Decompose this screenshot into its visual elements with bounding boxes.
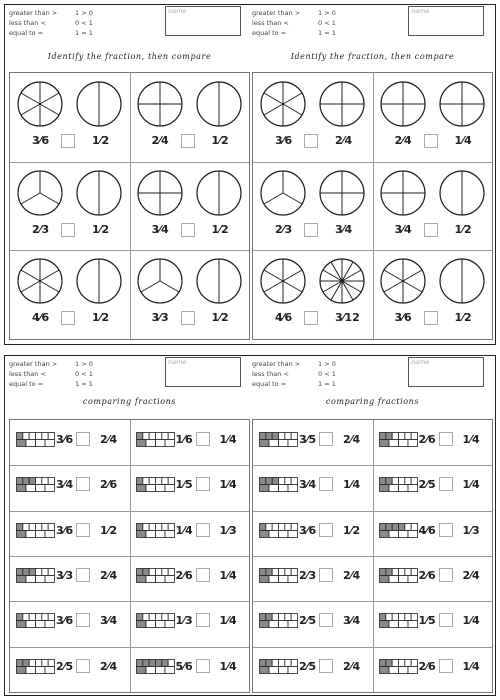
- compare-answer-box[interactable]: [319, 432, 333, 446]
- fraction-b: 1⁄2: [211, 222, 229, 236]
- circle-problem: [373, 162, 493, 251]
- top-left-half: [9, 0, 250, 349]
- fraction-circle-a: [380, 258, 426, 304]
- compare-answer-box[interactable]: [61, 134, 75, 148]
- compare-answer-box[interactable]: [76, 523, 90, 537]
- fraction-a: 3⁄6: [32, 134, 50, 147]
- fraction-circle-a: [137, 258, 183, 304]
- fraction-b: 2⁄4: [462, 569, 480, 582]
- bar-problem-grid: [252, 419, 493, 693]
- fraction-a: 4⁄6: [32, 311, 50, 325]
- fraction-a: 2⁄6: [175, 569, 193, 582]
- compare-answer-box[interactable]: [439, 477, 453, 491]
- worksheet-top: [0, 0, 500, 349]
- fraction-a: 3⁄4: [299, 478, 317, 492]
- fraction-a: 3⁄4: [56, 478, 74, 492]
- fraction-b: 1⁄2: [454, 222, 472, 236]
- fraction-circle-b: [196, 258, 242, 304]
- fraction-a: 3⁄6: [56, 523, 74, 537]
- circle-problem: [10, 250, 130, 339]
- fraction-bar-model: [379, 477, 417, 492]
- circle-problem: [130, 162, 250, 251]
- key-less-label: less than <: [9, 19, 46, 27]
- compare-answer-box[interactable]: [424, 311, 438, 325]
- key-greater-example: 1 > 0: [318, 9, 336, 17]
- fraction-b: 1⁄4: [219, 433, 237, 446]
- worksheet-bottom: [0, 351, 500, 700]
- worksheet-title: Identify the fraction, then compare: [47, 52, 212, 61]
- fraction-bar-model: [16, 432, 54, 447]
- fraction-bar-model: [379, 659, 417, 674]
- fraction-b: 1⁄3: [462, 523, 480, 537]
- fraction-b: 2⁄4: [335, 134, 353, 147]
- compare-answer-box[interactable]: [76, 659, 90, 673]
- compare-answer-box[interactable]: [304, 134, 318, 148]
- compare-answer-box[interactable]: [196, 659, 210, 673]
- bar-problem: [10, 511, 130, 556]
- fraction-bar-model: [259, 659, 297, 674]
- bar-problem: [130, 420, 250, 465]
- fraction-circle-a: [380, 170, 426, 216]
- fraction-circle-b: [319, 170, 365, 216]
- fraction-circle-a: [260, 258, 306, 304]
- fraction-a: 4⁄6: [275, 311, 293, 325]
- fraction-b: 1⁄2: [211, 134, 229, 147]
- fraction-circle-a: [137, 81, 183, 127]
- compare-answer-box[interactable]: [181, 223, 195, 237]
- key-equal-label: equal to =: [252, 380, 287, 388]
- bar-problem: [253, 601, 373, 646]
- compare-answer-box[interactable]: [196, 477, 210, 491]
- key-less-label: less than <: [9, 370, 46, 378]
- fraction-b: 2⁄4: [100, 569, 118, 582]
- fraction-a: 2⁄4: [151, 134, 169, 147]
- fraction-circle-a: [380, 81, 426, 127]
- fraction-a: 2⁄3: [32, 222, 50, 236]
- bottom-left-half: [9, 351, 250, 700]
- fraction-a: 2⁄5: [56, 659, 74, 673]
- fraction-bar-model: [136, 613, 174, 628]
- fraction-a: 3⁄4: [394, 222, 412, 236]
- symbol-key: [9, 8, 93, 38]
- fraction-bar-model: [136, 477, 174, 492]
- fraction-a: 1⁄5: [175, 478, 193, 492]
- fraction-circle-a: [260, 81, 306, 127]
- fraction-circle-a: [260, 170, 306, 216]
- compare-answer-box[interactable]: [439, 659, 453, 673]
- key-greater-example: 1 > 0: [318, 360, 336, 368]
- compare-answer-box[interactable]: [424, 223, 438, 237]
- bar-problem: [10, 465, 130, 510]
- bottom-right-half: [252, 351, 493, 700]
- fraction-a: 2⁄5: [299, 659, 317, 673]
- fraction-a: 1⁄6: [175, 433, 193, 446]
- symbol-key: [9, 359, 93, 389]
- fraction-bar-model: [259, 568, 297, 583]
- fraction-a: 2⁄4: [394, 134, 412, 147]
- fraction-bar-model: [136, 568, 174, 583]
- key-equal-label: equal to =: [9, 29, 44, 37]
- fraction-bar-model: [379, 568, 417, 583]
- bar-problem: [253, 420, 373, 465]
- fraction-b: 1⁄2: [92, 222, 110, 236]
- fraction-a: 1⁄3: [175, 614, 193, 628]
- fraction-b: 1⁄2: [92, 134, 110, 147]
- fraction-a: 5⁄6: [175, 659, 193, 673]
- fraction-a: 3⁄3: [151, 311, 169, 325]
- compare-answer-box[interactable]: [319, 568, 333, 582]
- key-less-label: less than <: [252, 370, 289, 378]
- fraction-b: 2⁄4: [343, 659, 361, 673]
- name-field[interactable]: name: [165, 6, 241, 36]
- fraction-a: 3⁄6: [275, 134, 293, 147]
- fraction-bar-model: [16, 523, 54, 538]
- circle-problem: [130, 250, 250, 339]
- fraction-b: 3⁄4: [335, 222, 353, 236]
- fraction-b: 1⁄2: [343, 523, 361, 537]
- fraction-circle-b: [76, 81, 122, 127]
- key-greater-label: greater than >: [252, 9, 301, 17]
- bar-problem: [130, 511, 250, 556]
- fraction-a: 1⁄4: [175, 523, 193, 537]
- bar-problem: [130, 601, 250, 646]
- compare-answer-box[interactable]: [439, 432, 453, 446]
- circle-problem: [10, 162, 130, 251]
- fraction-circle-b: [196, 81, 242, 127]
- bar-problem: [10, 420, 130, 465]
- fraction-bar-model: [16, 659, 54, 674]
- bar-problem: [373, 420, 493, 465]
- circle-problem: [253, 162, 373, 251]
- compare-answer-box[interactable]: [181, 134, 195, 148]
- bar-problem: [373, 647, 493, 692]
- fraction-a: 2⁄6: [418, 569, 436, 582]
- fraction-b: 3⁄12: [335, 311, 360, 325]
- fraction-b: 2⁄4: [343, 433, 361, 446]
- fraction-b: 2⁄6: [100, 478, 118, 492]
- circle-problem: [253, 73, 373, 162]
- key-equal-example: 1 = 1: [318, 29, 336, 37]
- key-greater-label: greater than >: [252, 360, 301, 368]
- worksheet-title: comparing fractions: [82, 397, 177, 406]
- fraction-circle-b: [439, 258, 485, 304]
- fraction-bar-model: [136, 659, 174, 674]
- compare-answer-box[interactable]: [61, 311, 75, 325]
- bar-problem: [253, 556, 373, 601]
- fraction-bar-model: [136, 523, 174, 538]
- fraction-circle-a: [17, 170, 63, 216]
- fraction-bar-model: [379, 523, 417, 538]
- compare-answer-box[interactable]: [439, 523, 453, 537]
- fraction-bar-model: [16, 477, 54, 492]
- circle-problem-grid: [252, 72, 493, 340]
- compare-answer-box[interactable]: [319, 523, 333, 537]
- name-field[interactable]: name: [408, 6, 484, 36]
- fraction-a: 3⁄6: [56, 433, 74, 446]
- circle-problem-grid: [9, 72, 250, 340]
- compare-answer-box[interactable]: [76, 568, 90, 582]
- bar-problem-grid: [9, 419, 250, 693]
- compare-answer-box[interactable]: [319, 477, 333, 491]
- fraction-b: 1⁄4: [462, 659, 480, 673]
- fraction-b: 1⁄4: [219, 478, 237, 492]
- compare-answer-box[interactable]: [196, 432, 210, 446]
- fraction-a: 1⁄5: [418, 614, 436, 628]
- fraction-a: 3⁄3: [56, 569, 74, 582]
- bar-problem: [373, 511, 493, 556]
- bar-problem: [253, 647, 373, 692]
- fraction-bar-model: [379, 432, 417, 447]
- bar-problem: [10, 647, 130, 692]
- bar-problem: [373, 556, 493, 601]
- key-less-example: 0 < 1: [318, 19, 336, 27]
- bar-problem: [253, 465, 373, 510]
- compare-answer-box[interactable]: [319, 659, 333, 673]
- fraction-circle-a: [17, 81, 63, 127]
- key-equal-label: equal to =: [9, 380, 44, 388]
- key-equal-example: 1 = 1: [75, 29, 93, 37]
- fraction-b: 1⁄2: [100, 523, 118, 537]
- bar-problem: [130, 556, 250, 601]
- fraction-b: 1⁄4: [219, 659, 237, 673]
- fraction-b: 3⁄4: [343, 614, 361, 628]
- bar-problem: [130, 647, 250, 692]
- compare-answer-box[interactable]: [439, 613, 453, 627]
- key-less-example: 0 < 1: [75, 19, 93, 27]
- fraction-circle-a: [17, 258, 63, 304]
- fraction-b: 1⁄2: [454, 311, 472, 325]
- fraction-b: 1⁄3: [219, 523, 237, 537]
- fraction-circle-b: [319, 81, 365, 127]
- compare-answer-box[interactable]: [304, 223, 318, 237]
- fraction-bar-model: [259, 613, 297, 628]
- compare-answer-box[interactable]: [304, 311, 318, 325]
- fraction-b: 2⁄4: [343, 569, 361, 582]
- fraction-a: 3⁄5: [299, 433, 317, 446]
- compare-answer-box[interactable]: [196, 523, 210, 537]
- bar-problem: [253, 511, 373, 556]
- compare-answer-box[interactable]: [424, 134, 438, 148]
- compare-answer-box[interactable]: [439, 568, 453, 582]
- fraction-a: 3⁄6: [394, 311, 412, 325]
- key-equal-example: 1 = 1: [318, 380, 336, 388]
- compare-answer-box[interactable]: [196, 613, 210, 627]
- fraction-a: 2⁄3: [275, 222, 293, 236]
- bar-problem: [10, 601, 130, 646]
- key-greater-label: greater than >: [9, 9, 58, 17]
- fraction-bar-model: [16, 613, 54, 628]
- fraction-circle-b: [76, 258, 122, 304]
- key-greater-example: 1 > 0: [75, 360, 93, 368]
- compare-answer-box[interactable]: [196, 568, 210, 582]
- fraction-a: 3⁄6: [56, 614, 74, 628]
- compare-answer-box[interactable]: [181, 311, 195, 325]
- fraction-circle-b: [196, 170, 242, 216]
- fraction-circle-a: [137, 170, 183, 216]
- fraction-b: 2⁄4: [100, 659, 118, 673]
- compare-answer-box[interactable]: [61, 223, 75, 237]
- fraction-b: 1⁄4: [462, 433, 480, 446]
- fraction-b: 1⁄4: [454, 134, 472, 147]
- fraction-a: 2⁄5: [418, 478, 436, 492]
- worksheet-title: Identify the fraction, then compare: [290, 52, 455, 61]
- fraction-bar-model: [259, 432, 297, 447]
- bar-problem: [10, 556, 130, 601]
- compare-answer-box[interactable]: [319, 613, 333, 627]
- fraction-b: 1⁄2: [92, 311, 110, 325]
- name-field[interactable]: name: [408, 357, 484, 387]
- fraction-b: 1⁄4: [462, 614, 480, 628]
- fraction-a: 2⁄5: [299, 614, 317, 628]
- circle-problem: [10, 73, 130, 162]
- compare-answer-box[interactable]: [76, 432, 90, 446]
- fraction-b: 1⁄4: [219, 569, 237, 582]
- fraction-bar-model: [259, 523, 297, 538]
- bar-problem: [373, 465, 493, 510]
- fraction-circle-b: [319, 258, 365, 304]
- fraction-b: 1⁄4: [343, 478, 361, 492]
- key-less-label: less than <: [252, 19, 289, 27]
- key-less-example: 0 < 1: [318, 370, 336, 378]
- fraction-bar-model: [379, 613, 417, 628]
- symbol-key: [252, 359, 336, 389]
- key-equal-example: 1 = 1: [75, 380, 93, 388]
- circle-problem: [130, 73, 250, 162]
- key-greater-example: 1 > 0: [75, 9, 93, 17]
- fraction-a: 2⁄6: [418, 659, 436, 673]
- circle-problem: [373, 73, 493, 162]
- circle-problem: [373, 250, 493, 339]
- fraction-b: 1⁄2: [211, 311, 229, 325]
- fraction-circle-b: [439, 81, 485, 127]
- name-field[interactable]: name: [165, 357, 241, 387]
- fraction-bar-model: [136, 432, 174, 447]
- compare-answer-box[interactable]: [76, 477, 90, 491]
- fraction-a: 2⁄3: [299, 569, 317, 582]
- fraction-circle-b: [439, 170, 485, 216]
- symbol-key: [252, 8, 336, 38]
- fraction-circle-b: [76, 170, 122, 216]
- key-greater-label: greater than >: [9, 360, 58, 368]
- bar-problem: [373, 601, 493, 646]
- key-equal-label: equal to =: [252, 29, 287, 37]
- worksheet-title: comparing fractions: [325, 397, 420, 406]
- bar-problem: [130, 465, 250, 510]
- fraction-b: 3⁄4: [100, 614, 118, 628]
- top-right-half: [252, 0, 493, 349]
- fraction-bar-model: [16, 568, 54, 583]
- fraction-b: 2⁄4: [100, 433, 118, 446]
- fraction-a: 3⁄4: [151, 222, 169, 236]
- fraction-b: 1⁄4: [462, 478, 480, 492]
- fraction-a: 3⁄6: [299, 523, 317, 537]
- key-less-example: 0 < 1: [75, 370, 93, 378]
- fraction-bar-model: [259, 477, 297, 492]
- fraction-b: 1⁄4: [219, 614, 237, 628]
- fraction-a: 4⁄6: [418, 523, 436, 537]
- compare-answer-box[interactable]: [76, 613, 90, 627]
- circle-problem: [253, 250, 373, 339]
- fraction-a: 2⁄6: [418, 433, 436, 446]
